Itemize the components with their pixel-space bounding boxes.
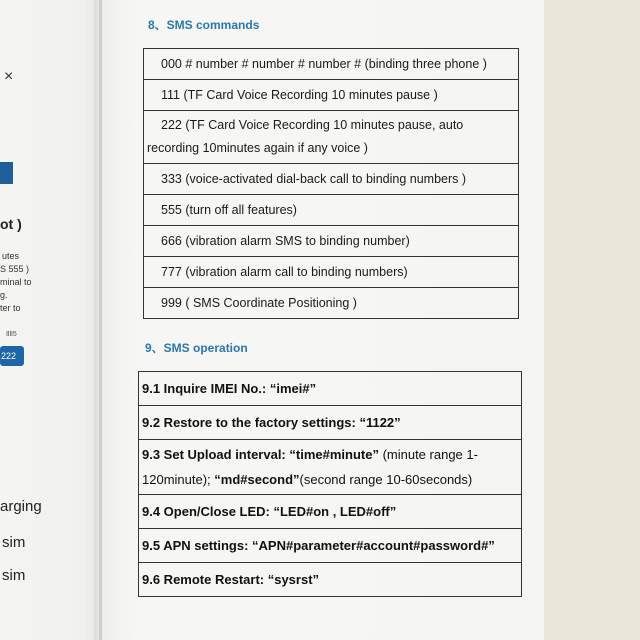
operation-cell — [139, 440, 522, 495]
left-sim-fragment-1: sim — [2, 534, 26, 551]
operation-label: 9.3 Set Upload interval: — [142, 447, 290, 462]
table-row — [144, 111, 519, 164]
operation-cell — [139, 372, 522, 406]
operation-note: (minute range 1-120minute); — [142, 447, 478, 487]
sms-commands-table — [143, 48, 519, 319]
left-line-4: g. — [0, 290, 8, 300]
operation-code: “sysrst” — [267, 571, 320, 587]
page-spine — [99, 0, 102, 640]
operation-cell — [139, 495, 522, 529]
table-row — [139, 529, 522, 563]
operation-label: 9.5 APN settings: — [142, 537, 253, 553]
left-sim-fragment-2: sim — [2, 567, 26, 584]
operation-cell — [139, 563, 522, 597]
operation-label: 9.2 Restore to the factory settings: — [142, 414, 360, 430]
table-row — [139, 406, 522, 440]
operation-cell — [139, 529, 522, 563]
sms-operation-heading: 9、SMS operation — [145, 341, 248, 355]
operation-code: “APN#parameter#account#password#” — [252, 537, 495, 553]
operation-code: “LED#on , LED#off” — [273, 503, 397, 519]
table-row — [139, 372, 522, 406]
left-line-5: ter to — [0, 303, 21, 313]
sms-operation-table — [138, 371, 522, 597]
blue-marker — [0, 162, 13, 184]
command-cell: 111 (TF Card Voice Recording 10 minutes pause ) — [144, 80, 519, 111]
operation-code: “time#minute” — [289, 447, 379, 462]
table-row — [144, 80, 519, 111]
background — [540, 0, 640, 640]
table-row — [144, 49, 519, 80]
sms-commands-heading: 8、SMS commands — [148, 18, 260, 32]
close-mark: × — [4, 68, 14, 85]
operation-code: “imei#” — [269, 380, 317, 396]
operation-label: 9.4 Open/Close LED: — [142, 503, 274, 519]
left-button-label: 222 — [1, 351, 17, 361]
command-cell: 777 (vibration alarm call to binding numbers) — [144, 257, 519, 288]
operation-label: 9.6 Remote Restart: — [142, 571, 268, 587]
left-page — [0, 0, 104, 640]
operation-cell — [139, 406, 522, 440]
operation-code-2: “md#second” — [214, 472, 300, 487]
table-row — [144, 195, 519, 226]
table-row — [139, 563, 522, 597]
command-cell: 999 ( SMS Coordinate Positioning ) — [144, 288, 519, 319]
left-tiny-text: ⅡⅡ5 — [6, 331, 17, 338]
left-blue-button — [0, 346, 24, 366]
table-row — [144, 257, 519, 288]
table-row — [144, 164, 519, 195]
command-cell: 333 (voice-activated dial-back call to binding numbers ) — [144, 164, 519, 195]
left-line-3: minal to — [0, 277, 32, 287]
left-line-2: S 555 ) — [0, 264, 30, 274]
table-row — [139, 440, 522, 495]
table-row — [144, 226, 519, 257]
operation-code: “1122” — [359, 414, 401, 430]
left-charging-fragment: arging — [0, 498, 42, 515]
table-row — [139, 495, 522, 529]
operation-label: 9.1 Inquire IMEI No.: — [142, 380, 270, 396]
table-row — [144, 288, 519, 319]
left-heading-fragment: ot ) — [0, 216, 22, 232]
left-line-1: utes — [2, 251, 20, 261]
operation-note-2: (second range 10-60seconds) — [299, 472, 473, 487]
command-cell: 555 (turn off all features) — [144, 195, 519, 226]
command-cell: 222 (TF Card Voice Recording 10 minutes pause, auto recording 10minutes again if any voice ) — [144, 111, 519, 164]
command-cell: 000 # number # number # number # (binding three phone ) — [144, 49, 519, 80]
command-cell: 666 (vibration alarm SMS to binding number) — [144, 226, 519, 257]
